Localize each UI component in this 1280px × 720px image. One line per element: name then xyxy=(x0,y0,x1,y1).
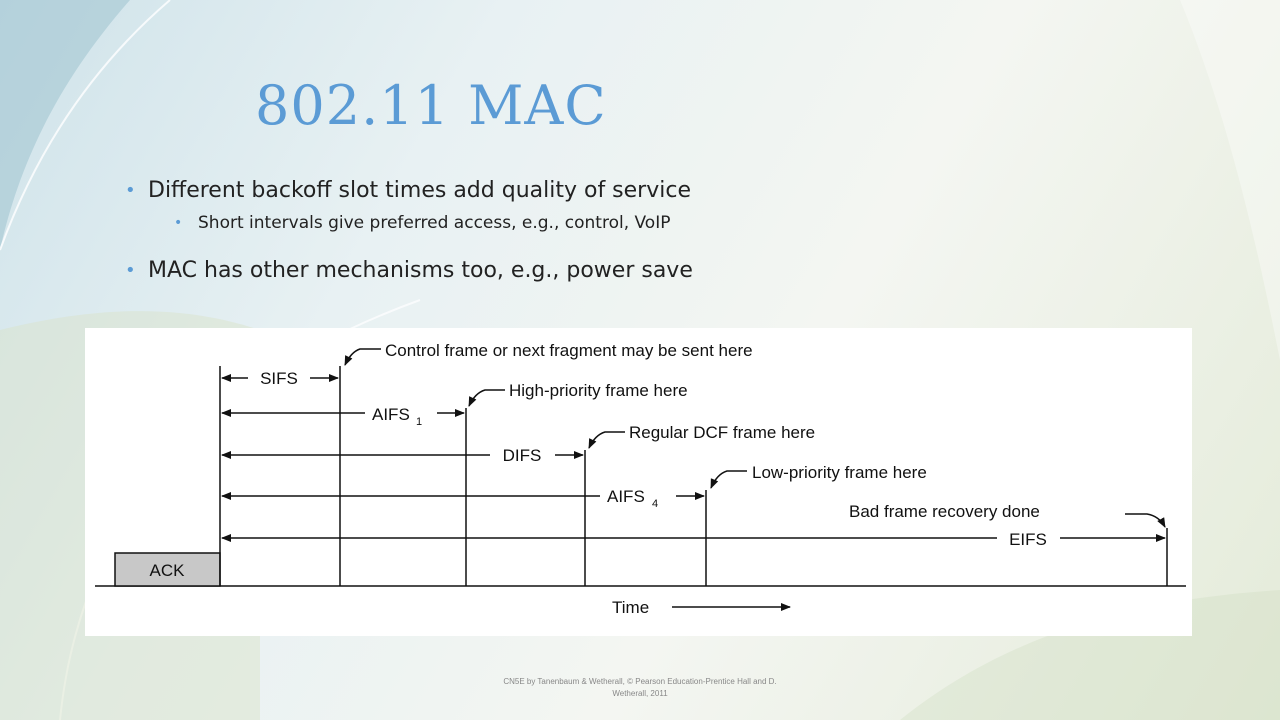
eifs-note: Bad frame recovery done xyxy=(849,502,1040,521)
bullet-dot-icon: • xyxy=(125,260,136,281)
slide-footer: CN5E by Tanenbaum & Wetherall, © Pearson Education-Prentice Hall and D. Wetherall, 2011 xyxy=(503,677,777,698)
aifs4-note: Low-priority frame here xyxy=(752,463,927,482)
aifs1-label: AIFS xyxy=(372,405,410,424)
difs-note-arrow xyxy=(589,432,625,448)
bullet-item xyxy=(125,256,1125,290)
bullet-text: MAC has other mechanisms too, e.g., power save xyxy=(148,258,693,283)
bullet-list xyxy=(125,176,1125,290)
bullet-item xyxy=(125,176,1125,210)
aifs1-subscript: 1 xyxy=(416,416,423,428)
sifs-label: SIFS xyxy=(260,369,298,388)
sifs-note-arrow xyxy=(345,349,381,365)
aifs4-subscript: 4 xyxy=(652,498,659,510)
aifs4-label: AIFS xyxy=(607,487,645,506)
slide-title: 802.11 MAC xyxy=(255,74,607,137)
difs-label: DIFS xyxy=(502,446,542,465)
sifs-note: Control frame or next fragment may be sent here xyxy=(385,341,753,360)
time-label: Time xyxy=(612,598,650,617)
ifs-timing-diagram xyxy=(85,328,1192,636)
eifs-note-arrow xyxy=(1125,514,1165,527)
ack-label: ACK xyxy=(149,561,185,580)
sub-bullet-item xyxy=(125,210,1125,256)
eifs-label: EIFS xyxy=(1009,530,1047,549)
bullet-text: Different backoff slot times add quality of service xyxy=(148,178,691,203)
aifs4-note-arrow xyxy=(711,471,747,488)
bullet-text: Short intervals give preferred access, e.g., control, VoIP xyxy=(198,213,671,233)
bullet-dot-icon: • xyxy=(174,215,183,231)
aifs1-note-arrow xyxy=(469,390,505,406)
bullet-dot-icon: • xyxy=(125,180,136,201)
aifs1-note: High-priority frame here xyxy=(509,381,688,400)
difs-note: Regular DCF frame here xyxy=(629,423,816,442)
